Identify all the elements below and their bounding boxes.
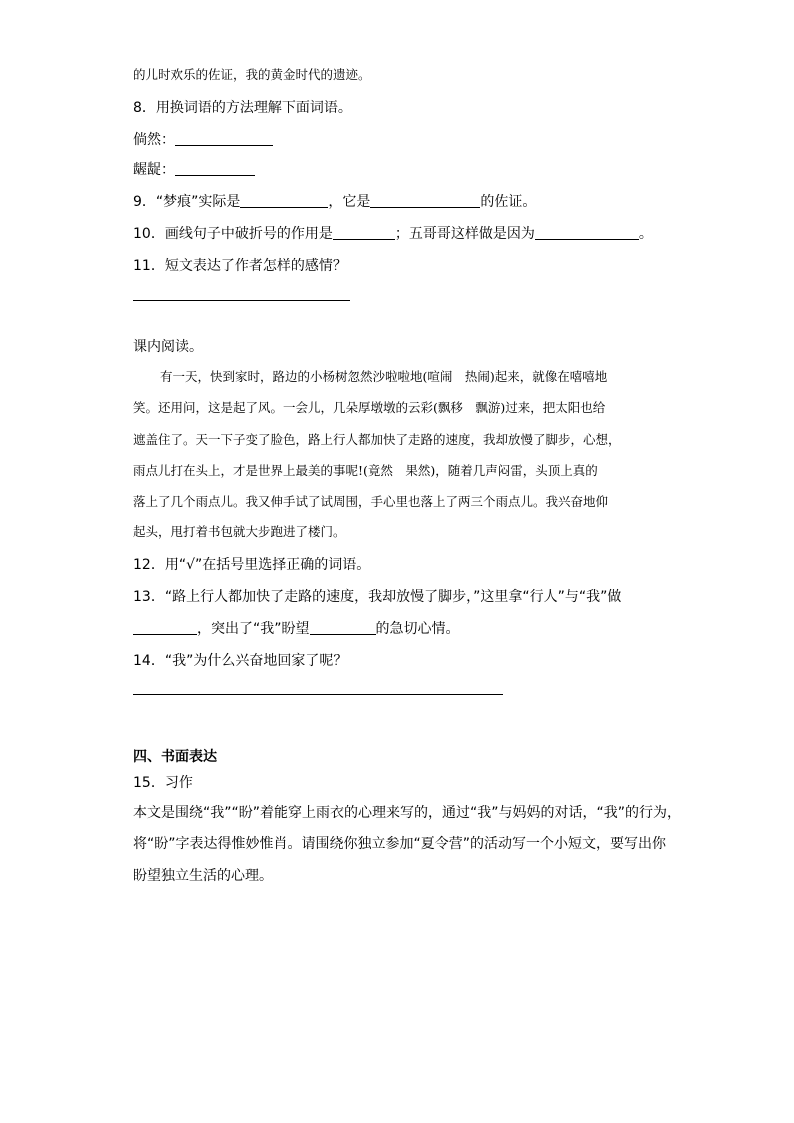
question-10 <box>133 224 653 244</box>
answer-line[interactable] <box>133 300 350 301</box>
passage-line: 遮盖住了。天一下子变了脸色，路上行人都加快了走路的速度，我却放慢了脚步，心想， <box>133 432 621 447</box>
q9-text-c: 的佐证。 <box>480 194 537 210</box>
answer-blank[interactable] <box>175 131 273 146</box>
word-label: 倘然： <box>133 132 175 148</box>
answer-blank[interactable] <box>370 193 480 208</box>
answer-blank[interactable] <box>333 225 395 240</box>
q10-text-b: ；五哥哥这样做是因为 <box>394 226 535 242</box>
writing-prompt-line: 将“盼”字表达得惟妙惟肖。请围绕你独立参加“夏令营”的活动写一个小短文，要写出你 <box>133 836 667 852</box>
question-14: 14．“我”为什么兴奋地回家了呢？ <box>133 653 348 669</box>
passage-line: 有一天，快到家时，路边的小杨树忽然沙啦啦地(喧闹 热闹)起来，就像在嘻嘻地 <box>160 369 608 384</box>
question-12: 12．用“√”在括号里选择正确的词语。 <box>133 557 371 573</box>
q13-text-c: 的急切心情。 <box>375 621 460 637</box>
passage-line: 雨点儿打在头上，才是世界上最美的事呢!(竟然 果然)，随着几声闷雷，头顶上真的 <box>133 463 598 478</box>
question-8: 8．用换词语的方法理解下面词语。 <box>133 100 352 116</box>
answer-blank[interactable] <box>133 620 197 635</box>
question-9 <box>133 192 536 212</box>
answer-blank[interactable] <box>535 225 639 240</box>
passage-line: 起头，甩打着书包就大步跑进了楼门。 <box>133 524 346 539</box>
section-4-title: 四、书面表达 <box>133 749 217 765</box>
question-11: 11．短文表达了作者怎样的感情？ <box>133 258 347 274</box>
passage-line: 笑。还用问，这是起了风。一会儿，几朵厚墩墩的云彩(飘移 飘游)过来，把太阳也给 <box>133 400 606 415</box>
question-8-item-1 <box>133 130 273 150</box>
reading-title: 课内阅读。 <box>133 339 203 355</box>
q13-text-b: ，突出了“我”盼望 <box>197 621 310 637</box>
word-label: 龌龊： <box>133 162 175 178</box>
writing-prompt-line: 盼望独立生活的心理。 <box>133 868 273 884</box>
q9-text-b: ，它是 <box>328 194 371 210</box>
passage-continuation: 的儿时欢乐的佐证，我的黄金时代的遗迹。 <box>133 67 371 82</box>
question-13-line-2 <box>133 619 460 639</box>
writing-prompt-line: 本文是围绕“我”“盼”着能穿上雨衣的心理来写的，通过“我”与妈妈的对话，“我”的行为， <box>133 805 682 821</box>
passage-line: 落上了几个雨点儿。我又伸手试了试周围，手心里也落上了两三个雨点儿。我兴奋地仰 <box>133 494 609 509</box>
answer-blank[interactable] <box>240 193 328 208</box>
answer-blank[interactable] <box>310 620 376 635</box>
answer-blank[interactable] <box>175 161 255 176</box>
question-13-line-1: 13．“路上行人都加快了走路的速度，我却放慢了脚步，”这里拿“行人”与“我”做 <box>133 589 622 605</box>
question-8-item-2 <box>133 160 255 180</box>
question-15-title: 15．习作 <box>133 775 193 791</box>
q9-text-a: 9．“梦痕”实际是 <box>133 194 241 210</box>
q10-text-a: 10．画线句子中破折号的作用是 <box>133 226 333 242</box>
q10-text-c: 。 <box>638 226 653 242</box>
answer-line[interactable] <box>133 694 503 695</box>
